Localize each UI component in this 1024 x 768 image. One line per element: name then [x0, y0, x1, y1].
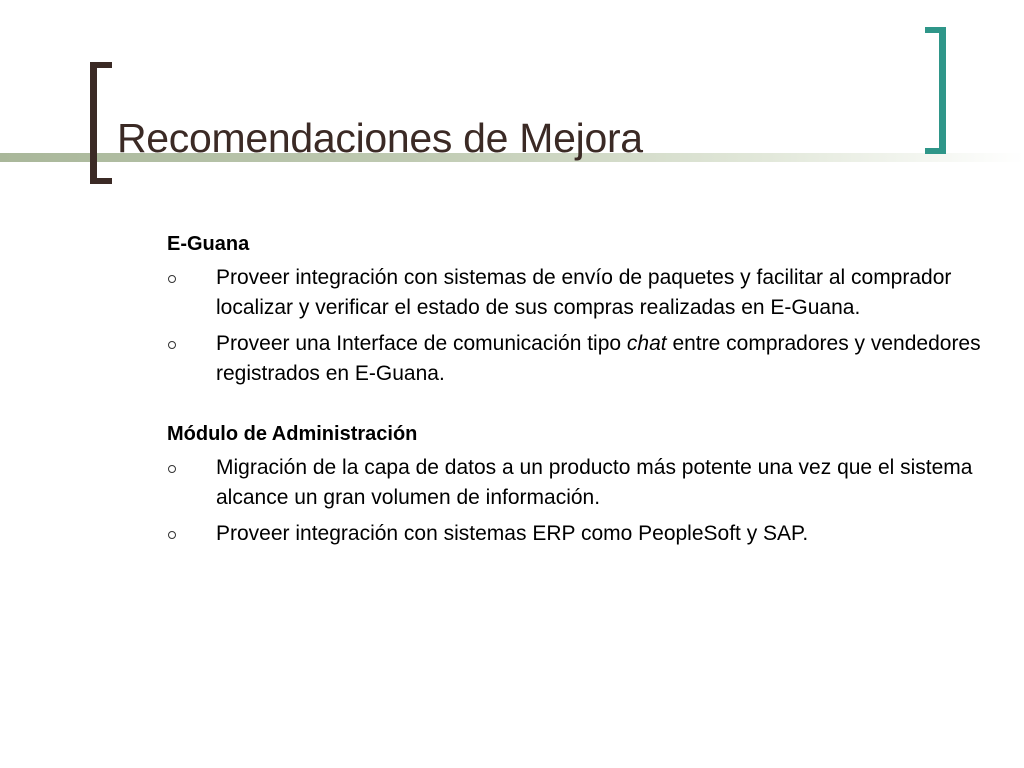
slide-title: Recomendaciones de Mejora	[117, 115, 643, 161]
list-item-text-end: entre compradores y vendedores registrados en E-Guana.	[216, 332, 981, 385]
bullet-list	[167, 263, 987, 389]
list-item	[167, 329, 987, 389]
list-item	[167, 453, 987, 513]
hollow-circle-bullet-icon	[168, 531, 176, 539]
bullet-list	[167, 453, 987, 549]
hollow-circle-bullet-icon	[168, 275, 176, 283]
list-item	[167, 519, 987, 549]
section-e-guana	[167, 229, 987, 389]
list-item-text: Proveer integración con sistemas ERP como PeopleSoft y SAP.	[216, 522, 809, 545]
hollow-circle-bullet-icon	[168, 341, 176, 349]
section-modulo-administracion	[167, 419, 987, 549]
right-bracket-decoration	[925, 27, 946, 154]
section-heading: E-Guana	[167, 233, 250, 255]
section-heading: Módulo de Administración	[167, 423, 418, 445]
list-item-text: Proveer integración con sistemas de envío de paquetes y facilitar al comprador localizar y verificar el estado de sus compras realizadas en E-Guana.	[216, 266, 952, 319]
list-item	[167, 263, 987, 323]
hollow-circle-bullet-icon	[168, 465, 176, 473]
left-bracket-decoration	[90, 62, 112, 184]
slide-content	[167, 229, 987, 579]
list-item-text-start: Proveer una Interface de comunicación tipo	[216, 332, 627, 355]
list-item-text-italic: chat	[626, 332, 667, 355]
list-item-text: Migración de la capa de datos a un producto más potente una vez que el sistema alcance un gran volumen de información.	[216, 456, 973, 509]
